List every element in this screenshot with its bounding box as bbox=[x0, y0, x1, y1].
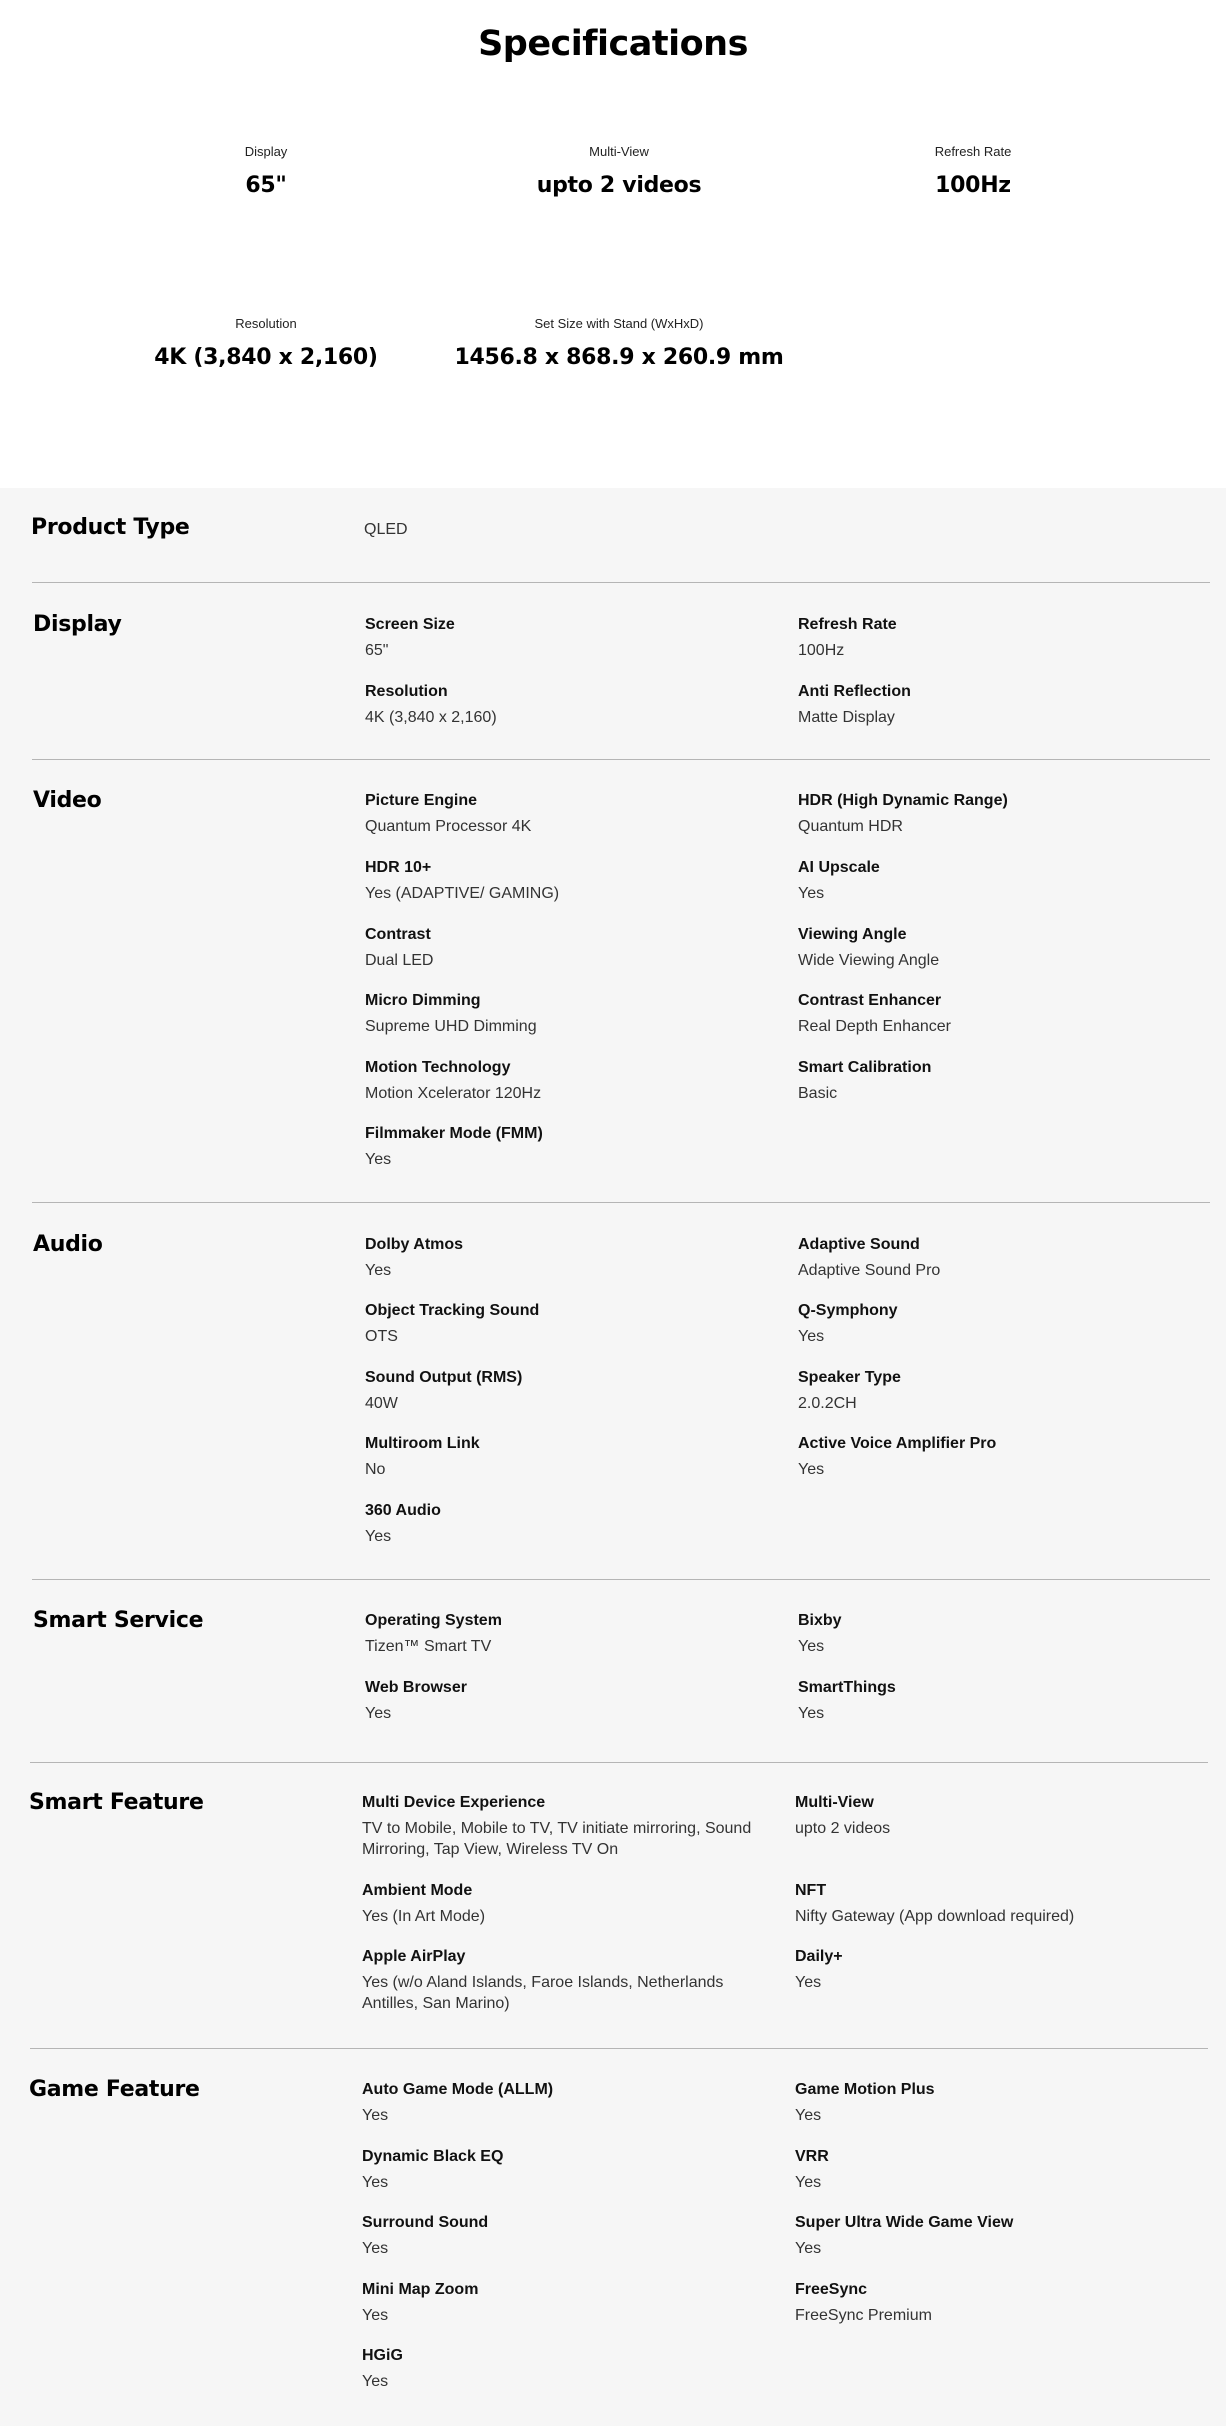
specs-table bbox=[0, 488, 1226, 2426]
smart-service-title: Smart Service bbox=[33, 1608, 204, 1633]
spec-value: Yes bbox=[798, 1328, 825, 1345]
divider bbox=[30, 1762, 1208, 1763]
spec-item-hdr bbox=[798, 791, 1218, 837]
spec-value: upto 2 videos bbox=[795, 1820, 891, 1837]
spec-label: Screen Size bbox=[365, 616, 455, 633]
spec-value: Nifty Gateway (App download required) bbox=[795, 1908, 1075, 1925]
highlight-label: Refresh Rate bbox=[934, 144, 1012, 159]
spec-item-smart-calibration bbox=[798, 1058, 1218, 1104]
spec-item-contrast bbox=[365, 925, 785, 971]
spec-value: Real Depth Enhancer bbox=[798, 1018, 951, 1035]
spec-label: Super Ultra Wide Game View bbox=[795, 2214, 1014, 2231]
spec-label: 360 Audio bbox=[365, 1502, 441, 1519]
spec-item-resolution bbox=[365, 682, 785, 728]
spec-label: Web Browser bbox=[365, 1679, 467, 1696]
spec-label: Viewing Angle bbox=[798, 926, 907, 943]
spec-label: Contrast bbox=[365, 926, 431, 943]
game-feature-title: Game Feature bbox=[29, 2077, 200, 2102]
spec-label: Micro Dimming bbox=[365, 992, 481, 1009]
spec-label: Adaptive Sound bbox=[798, 1236, 920, 1253]
spec-item-object-tracking-sound bbox=[365, 1301, 785, 1347]
highlight-resolution bbox=[86, 316, 446, 370]
spec-label: Multiroom Link bbox=[365, 1435, 480, 1452]
spec-label: Multi Device Experience bbox=[362, 1794, 546, 1811]
spec-label: Active Voice Amplifier Pro bbox=[798, 1435, 997, 1452]
highlight-label: Multi-View bbox=[589, 144, 649, 159]
spec-label: Bixby bbox=[798, 1612, 842, 1629]
spec-item-picture-engine bbox=[365, 791, 785, 837]
spec-item-vrr bbox=[795, 2147, 1215, 2193]
spec-item-hgig bbox=[362, 2346, 782, 2392]
spec-label: Speaker Type bbox=[798, 1369, 901, 1386]
divider bbox=[32, 582, 1210, 583]
spec-label: Ambient Mode bbox=[362, 1882, 473, 1899]
display-title: Display bbox=[33, 612, 122, 637]
specifications-summary bbox=[0, 0, 1226, 488]
spec-item-hdr10plus bbox=[365, 858, 785, 904]
spec-value: Yes bbox=[362, 2307, 389, 2324]
spec-label: FreeSync bbox=[795, 2281, 868, 2298]
spec-item-screen-size bbox=[365, 615, 785, 661]
spec-item-refresh-rate bbox=[798, 615, 1218, 661]
spec-item-smartthings bbox=[798, 1678, 1218, 1724]
spec-label: HDR 10+ bbox=[365, 859, 432, 876]
highlight-value: 1456.8 x 868.9 x 260.9 mm bbox=[454, 345, 784, 370]
page-title: Specifications bbox=[478, 24, 748, 64]
spec-label: Dolby Atmos bbox=[365, 1236, 464, 1253]
highlight-label: Resolution bbox=[235, 316, 297, 331]
divider bbox=[30, 2048, 1208, 2049]
spec-value: Yes (In Art Mode) bbox=[362, 1908, 486, 1925]
spec-value: Yes bbox=[798, 1705, 825, 1722]
spec-label: HGiG bbox=[362, 2347, 403, 2364]
spec-value: Yes bbox=[798, 885, 825, 902]
spec-value: Tizen™ Smart TV bbox=[365, 1638, 492, 1655]
spec-value: Yes (ADAPTIVE/ GAMING) bbox=[365, 885, 560, 902]
spec-value: Yes bbox=[362, 2174, 389, 2191]
smart-feature-title: Smart Feature bbox=[29, 1790, 204, 1815]
spec-item-speaker-type bbox=[798, 1368, 1218, 1414]
spec-item-web-browser bbox=[365, 1678, 785, 1724]
spec-item-multi-device-experience bbox=[362, 1793, 782, 1860]
spec-item-operating-system bbox=[365, 1611, 785, 1657]
spec-item-nft bbox=[795, 1881, 1215, 1927]
highlight-set-size bbox=[439, 316, 799, 370]
highlight-value: upto 2 videos bbox=[536, 173, 702, 198]
spec-item-freesync bbox=[795, 2280, 1215, 2326]
highlight-multi-view bbox=[439, 144, 799, 198]
highlight-value: 4K (3,840 x 2,160) bbox=[154, 345, 378, 370]
spec-label: HDR (High Dynamic Range) bbox=[798, 792, 1008, 809]
spec-label: Surround Sound bbox=[362, 2214, 489, 2231]
spec-label: Resolution bbox=[365, 683, 448, 700]
spec-item-dynamic-black-eq bbox=[362, 2147, 782, 2193]
spec-item-viewing-angle bbox=[798, 925, 1218, 971]
spec-value: Yes bbox=[365, 1151, 392, 1168]
spec-value: Yes bbox=[798, 1638, 825, 1655]
spec-value: Yes bbox=[798, 1461, 825, 1478]
spec-value: Yes bbox=[362, 2107, 389, 2124]
spec-item-anti-reflection bbox=[798, 682, 1218, 728]
divider bbox=[32, 759, 1210, 760]
spec-label: Object Tracking Sound bbox=[365, 1302, 540, 1319]
spec-label: Motion Technology bbox=[365, 1059, 511, 1076]
spec-value: Adaptive Sound Pro bbox=[798, 1262, 941, 1279]
spec-label: Daily+ bbox=[795, 1948, 843, 1965]
spec-value: 40W bbox=[365, 1395, 398, 1412]
spec-item-q-symphony bbox=[798, 1301, 1218, 1347]
spec-item-surround-sound bbox=[362, 2213, 782, 2259]
spec-label: Dynamic Black EQ bbox=[362, 2148, 504, 2165]
spec-label: Apple AirPlay bbox=[362, 1948, 466, 1965]
spec-item-multiroom-link bbox=[365, 1434, 785, 1480]
highlight-label: Display bbox=[244, 144, 288, 159]
spec-label: Multi-View bbox=[795, 1794, 874, 1811]
spec-value: Matte Display bbox=[798, 709, 895, 726]
spec-value: Yes (w/o Aland Islands, Faroe Islands, Netherlands Antilles, San Marino) bbox=[362, 1974, 724, 2012]
spec-value: Yes bbox=[365, 1705, 392, 1722]
spec-item-bixby bbox=[798, 1611, 1218, 1657]
divider bbox=[32, 1202, 1210, 1203]
spec-item-auto-game-mode bbox=[362, 2080, 782, 2126]
spec-value: 2.0.2CH bbox=[798, 1395, 857, 1412]
spec-value: Yes bbox=[795, 2107, 822, 2124]
spec-label: Filmmaker Mode (FMM) bbox=[365, 1125, 543, 1142]
highlight-label: Set Size with Stand (WxHxD) bbox=[534, 316, 704, 331]
spec-item-motion-technology bbox=[365, 1058, 785, 1104]
spec-item-360-audio bbox=[365, 1501, 785, 1547]
spec-label: Contrast Enhancer bbox=[798, 992, 942, 1009]
highlight-display bbox=[86, 144, 446, 198]
spec-item-apple-airplay bbox=[362, 1947, 782, 2014]
spec-item-sound-output bbox=[365, 1368, 785, 1414]
spec-label: Sound Output (RMS) bbox=[365, 1369, 523, 1386]
spec-label: Picture Engine bbox=[365, 792, 478, 809]
spec-value: No bbox=[365, 1461, 386, 1478]
spec-label: Mini Map Zoom bbox=[362, 2281, 479, 2298]
spec-value: Yes bbox=[362, 2240, 389, 2257]
spec-item-active-voice-amplifier bbox=[798, 1434, 1218, 1480]
spec-item-mini-map-zoom bbox=[362, 2280, 782, 2326]
spec-value: Motion Xcelerator 120Hz bbox=[365, 1085, 542, 1102]
spec-value: Yes bbox=[795, 1974, 822, 1991]
spec-label: Refresh Rate bbox=[798, 616, 897, 633]
spec-value: Supreme UHD Dimming bbox=[365, 1018, 537, 1035]
spec-item-super-ultra-wide-game-view bbox=[795, 2213, 1215, 2259]
highlight-value: 65" bbox=[245, 173, 287, 198]
video-title: Video bbox=[33, 788, 102, 813]
spec-value: FreeSync Premium bbox=[795, 2307, 932, 2324]
spec-value: TV to Mobile, Mobile to TV, TV initiate mirroring, Sound Mirroring, Tap View, Wireless TV On bbox=[362, 1820, 752, 1858]
spec-value: 100Hz bbox=[798, 642, 845, 659]
spec-label: Operating System bbox=[365, 1612, 502, 1629]
spec-value: Yes bbox=[795, 2174, 822, 2191]
spec-item-ambient-mode bbox=[362, 1881, 782, 1927]
spec-label: SmartThings bbox=[798, 1679, 896, 1696]
spec-value: Wide Viewing Angle bbox=[798, 952, 940, 969]
audio-title: Audio bbox=[33, 1232, 103, 1257]
spec-value: Quantum HDR bbox=[798, 818, 903, 835]
product-type-title: Product Type bbox=[31, 515, 190, 540]
spec-item-micro-dimming bbox=[365, 991, 785, 1037]
spec-value: 65" bbox=[365, 642, 389, 659]
spec-value: Yes bbox=[362, 2373, 389, 2390]
spec-label: Smart Calibration bbox=[798, 1059, 932, 1076]
spec-value: OTS bbox=[365, 1328, 398, 1345]
spec-item-adaptive-sound bbox=[798, 1235, 1218, 1281]
spec-value: Basic bbox=[798, 1085, 838, 1102]
spec-label: Q-Symphony bbox=[798, 1302, 898, 1319]
spec-item-daily-plus bbox=[795, 1947, 1215, 1993]
spec-item-dolby-atmos bbox=[365, 1235, 785, 1281]
spec-value: Yes bbox=[365, 1262, 392, 1279]
highlight-value: 100Hz bbox=[935, 173, 1011, 198]
spec-item-contrast-enhancer bbox=[798, 991, 1218, 1037]
spec-value: Yes bbox=[365, 1528, 392, 1545]
product-type-value: QLED bbox=[364, 521, 408, 538]
spec-label: Anti Reflection bbox=[798, 683, 911, 700]
spec-label: VRR bbox=[795, 2148, 829, 2165]
spec-item-multi-view bbox=[795, 1793, 1215, 1839]
spec-label: Auto Game Mode (ALLM) bbox=[362, 2081, 554, 2098]
spec-value: 4K (3,840 x 2,160) bbox=[365, 709, 497, 726]
spec-item-game-motion-plus bbox=[795, 2080, 1215, 2126]
spec-item-ai-upscale bbox=[798, 858, 1218, 904]
spec-value: Yes bbox=[795, 2240, 822, 2257]
spec-value: Dual LED bbox=[365, 952, 434, 969]
spec-label: Game Motion Plus bbox=[795, 2081, 935, 2098]
divider bbox=[32, 1579, 1210, 1580]
spec-value: Quantum Processor 4K bbox=[365, 818, 532, 835]
spec-label: NFT bbox=[795, 1882, 827, 1899]
highlight-refresh-rate bbox=[793, 144, 1153, 198]
spec-label: AI Upscale bbox=[798, 859, 880, 876]
spec-item-filmmaker-mode bbox=[365, 1124, 785, 1170]
